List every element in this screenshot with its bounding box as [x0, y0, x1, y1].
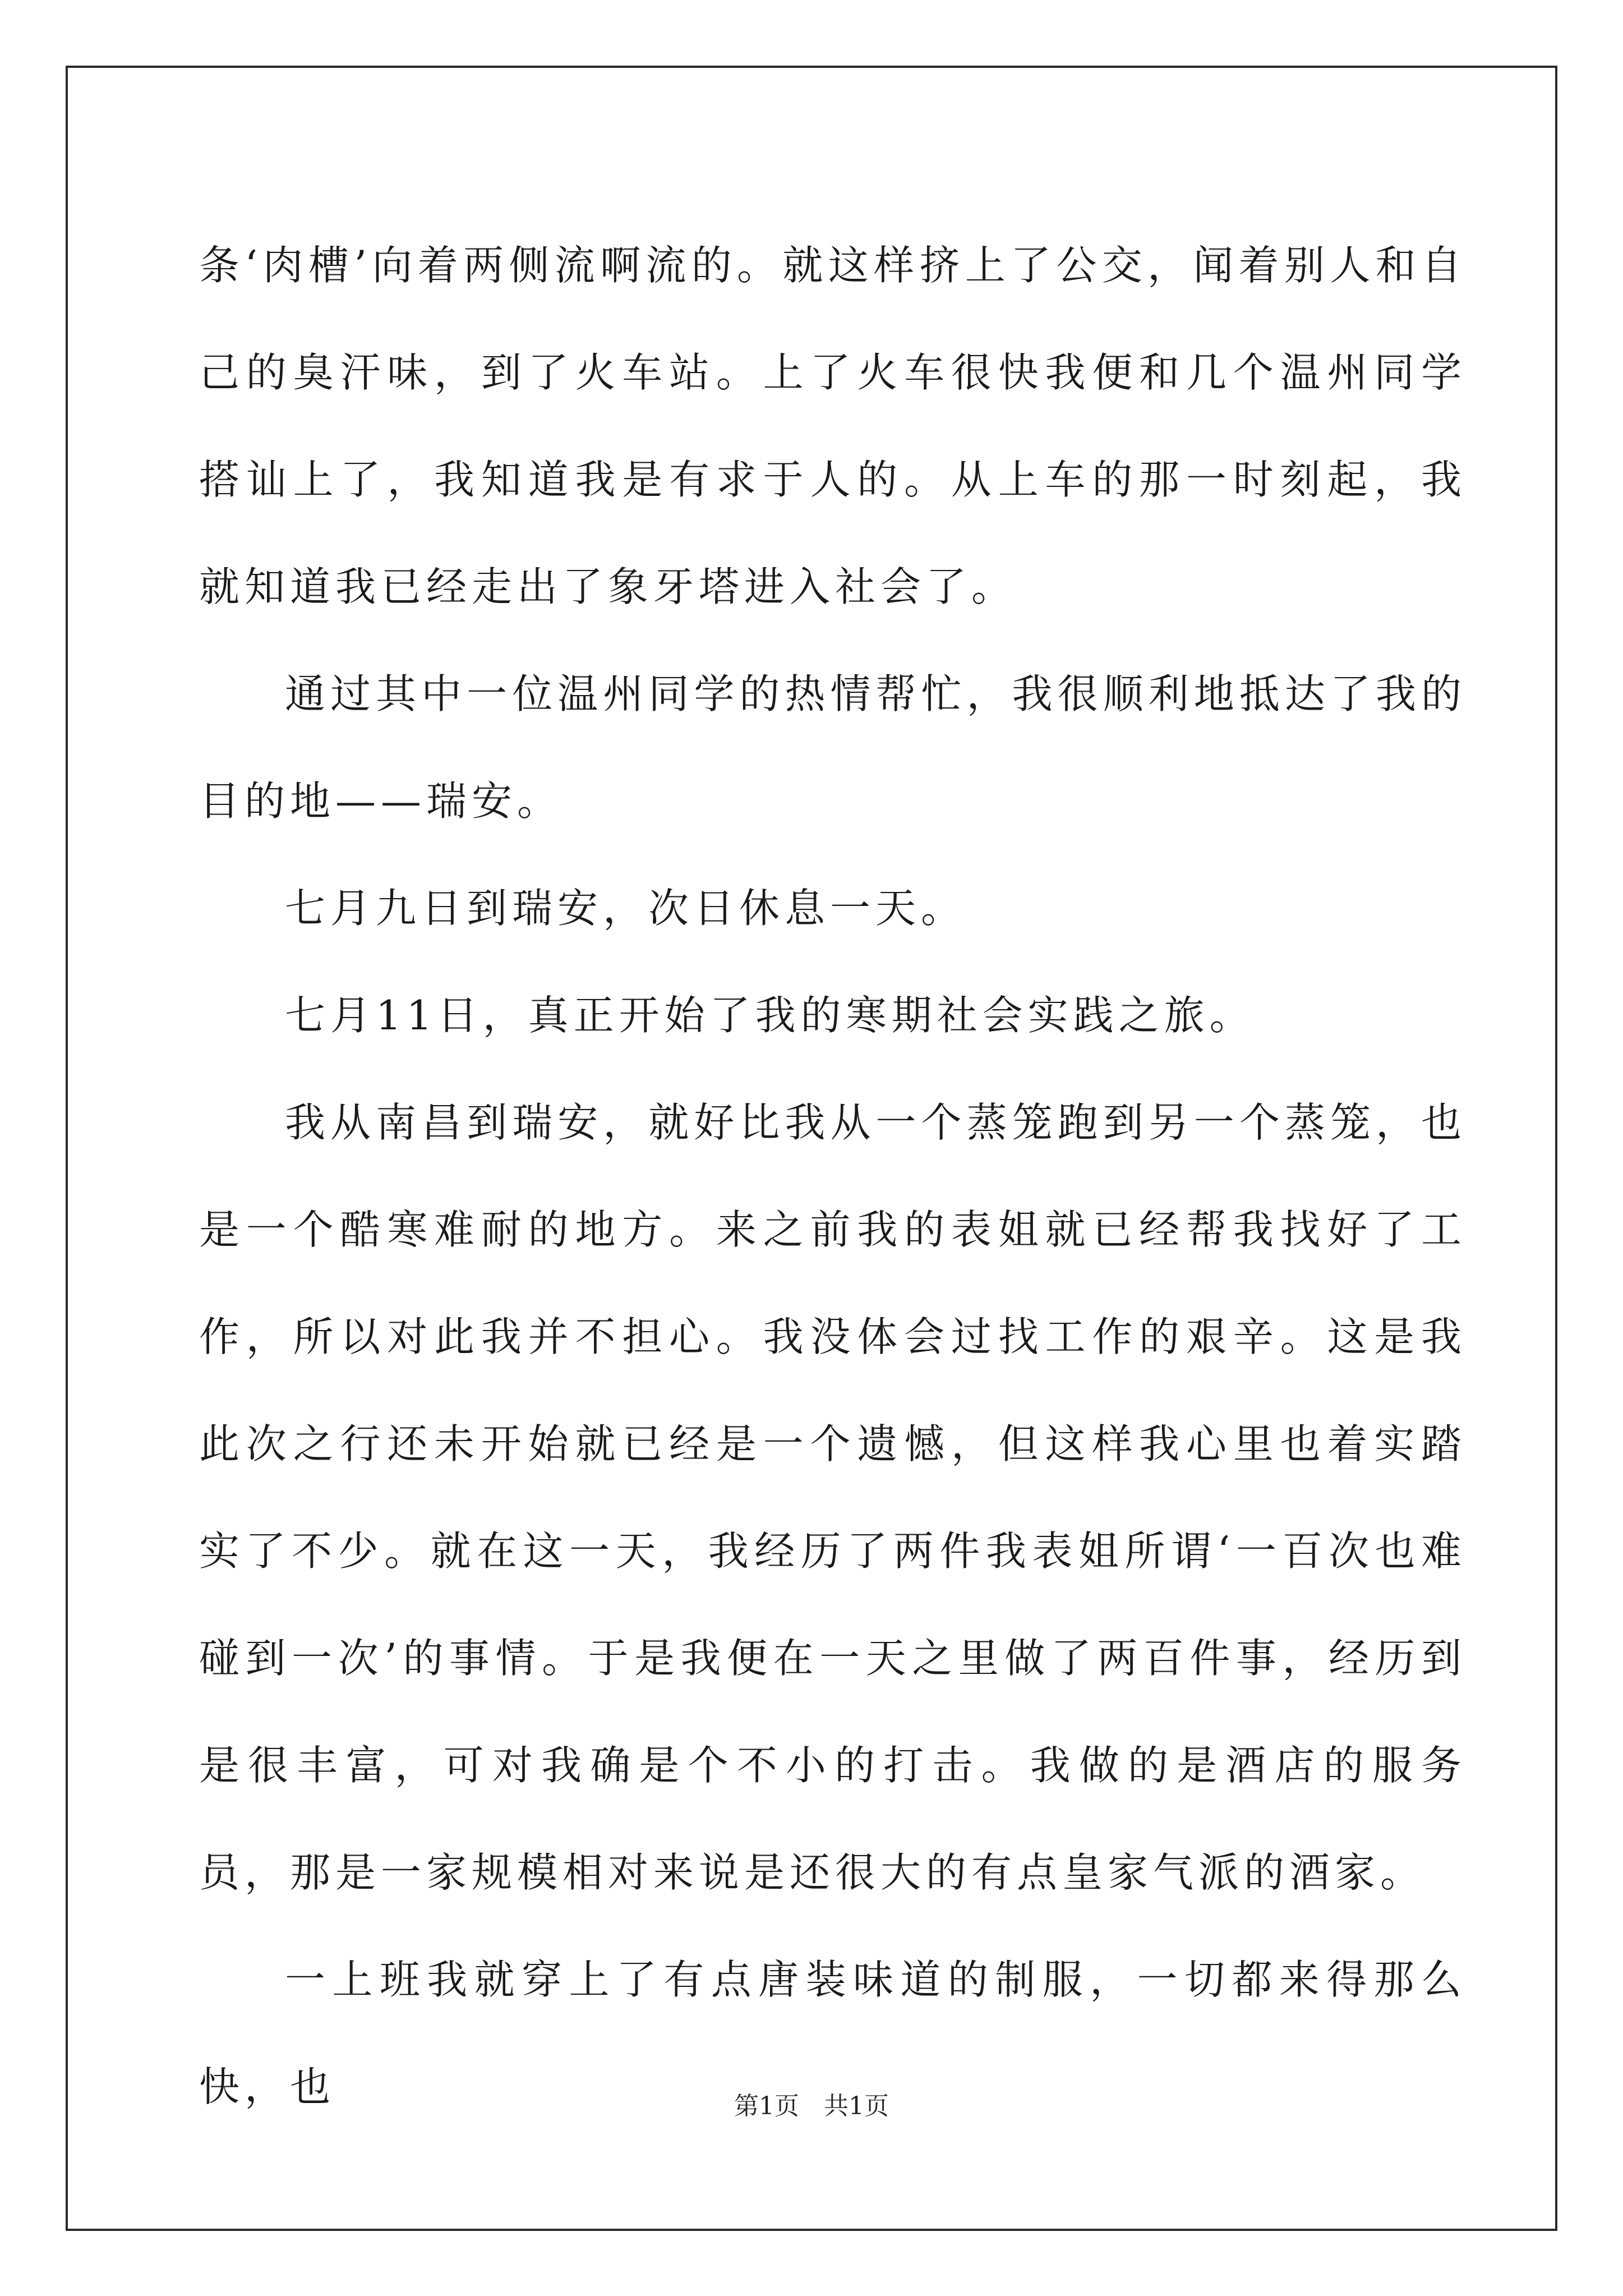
document-body: [199, 212, 1467, 2141]
paragraph-2: 通过其中一位温州同学的热情帮忙，我很顺利地抵达了我的目的地——瑞安。: [199, 670, 1467, 825]
page-footer: [0, 2090, 1623, 2123]
page-number-label: 第1页 共1页: [734, 2092, 889, 2120]
paragraph-3: 七月九日到瑞安，次日休息一天。: [285, 885, 967, 932]
paragraph-5: 我从南昌到瑞安，就好比我从一个蒸笼跑到另一个蒸笼，也是一个酷寒难耐的地方。来之前我的表姐就已经帮我找好了工作，所以对此我并不担心。我没体会过找工作的艰辛。这是我此次之行还未开始就已经是一个遗憾，但这样我心里也着实踏实了不少。就在这一天，我经历了两件我表姐所谓‘一百次也难碰到一次’的事情。于是我便在一天之里做了两百件事，经历到是很丰富，可对我确是个不小的打击。我做的是酒店的服务员，那是一家规模相对来说是还很大的有点皇家气派的酒家。: [199, 1099, 1467, 1896]
paragraph-4: 七月11日，真正开始了我的寒期社会实践之旅。: [285, 992, 1255, 1039]
paragraph-6: 一上班我就穿上了有点唐装味道的制服，一切都来得那么快，也: [199, 1956, 1467, 2110]
paragraph-1: 条‘肉槽’向着两侧流啊流的。就这样挤上了公交，闻着别人和自己的臭汗味，到了火车站。上了火车很快我便和几个温州同学搭讪上了，我知道我是有求于人的。从上车的那一时刻起，我就知道我已经走出了象牙塔进入社会了。: [199, 242, 1467, 610]
